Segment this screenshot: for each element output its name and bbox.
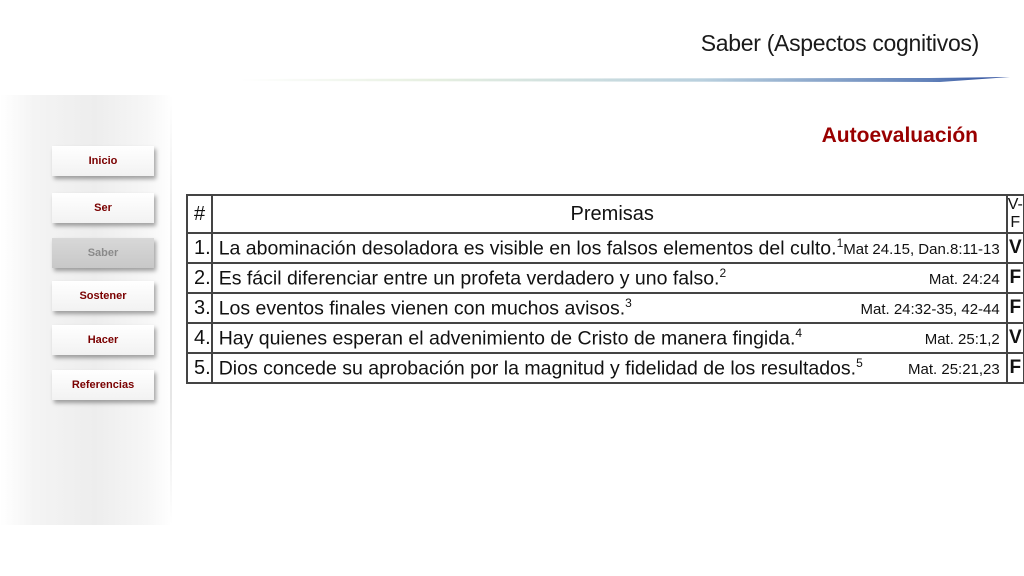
premise-cell bbox=[212, 263, 1007, 293]
column-header-number: # bbox=[187, 195, 212, 233]
sidebar-item-inicio[interactable] bbox=[52, 146, 154, 176]
table-row bbox=[187, 263, 1024, 293]
scripture-reference: Mat. 25:1,2 bbox=[924, 331, 1000, 349]
premise-cell bbox=[212, 353, 1007, 383]
sidebar-item-label: Sostener bbox=[79, 290, 127, 302]
premise-cell bbox=[212, 323, 1007, 353]
table-row bbox=[187, 353, 1024, 383]
column-header-true-false: V-F bbox=[1007, 196, 1023, 231]
premise-text: Hay quienes esperan el advenimiento de Cristo de manera fingida. bbox=[218, 327, 796, 350]
scripture-reference: Mat 24.15, Dan.8:11-13 bbox=[843, 241, 1000, 259]
sidebar-item-referencias[interactable] bbox=[52, 370, 154, 400]
row-number: 3. bbox=[187, 293, 212, 323]
footnote-marker: 3 bbox=[625, 295, 632, 310]
sidebar-item-label: Inicio bbox=[88, 155, 118, 167]
answer-cell: V bbox=[1007, 233, 1024, 263]
table-row bbox=[187, 293, 1024, 323]
sidebar-item-ser[interactable] bbox=[52, 193, 154, 223]
sidebar-item-label: Saber bbox=[87, 247, 119, 259]
premise-text: Los eventos finales vienen con muchos avisos. bbox=[218, 297, 626, 320]
column-header-premise: Premisas bbox=[212, 195, 1007, 233]
answer-cell: F bbox=[1007, 293, 1024, 323]
footnote-marker: 2 bbox=[719, 265, 727, 280]
table-row bbox=[187, 323, 1024, 353]
sidebar-item-label: Hacer bbox=[87, 334, 119, 346]
row-number: 5. bbox=[187, 353, 212, 383]
premise-cell bbox=[212, 293, 1007, 323]
title-divider bbox=[240, 76, 1010, 84]
row-number: 4. bbox=[187, 323, 212, 353]
scripture-reference: Mat. 24:24 bbox=[928, 271, 1000, 289]
premise-text: La abominación desoladora es visible en los falsos elementos del culto. bbox=[218, 237, 837, 260]
footnote-marker: 1 bbox=[836, 235, 844, 250]
answer-cell: V bbox=[1007, 323, 1024, 353]
footnote-marker: 4 bbox=[795, 325, 803, 340]
scripture-reference: Mat. 25:21,23 bbox=[908, 361, 1000, 379]
answer-cell: F bbox=[1007, 263, 1024, 293]
sidebar-item-sostener[interactable] bbox=[52, 281, 154, 311]
sidebar-item-label: Referencias bbox=[71, 379, 135, 391]
premise-text: Es fácil diferenciar entre un profeta verdadero y uno falso. bbox=[218, 267, 720, 290]
row-number: 1. bbox=[187, 233, 212, 263]
row-number: 2. bbox=[187, 263, 212, 293]
premises-table bbox=[186, 194, 1024, 384]
answer-cell: F bbox=[1007, 353, 1024, 383]
footnote-marker: 5 bbox=[856, 355, 863, 370]
sidebar-item-hacer[interactable] bbox=[52, 325, 154, 355]
sidebar-item-saber[interactable] bbox=[52, 238, 154, 268]
table-header-row bbox=[187, 195, 1024, 233]
section-title: Autoevaluación bbox=[821, 124, 978, 147]
table-row bbox=[187, 233, 1024, 263]
sidebar-item-label: Ser bbox=[94, 202, 112, 214]
premise-text: Dios concede su aprobación por la magnitud y fidelidad de los resultados. bbox=[218, 357, 857, 380]
scripture-reference: Mat. 24:32-35, 42-44 bbox=[860, 301, 1000, 319]
premise-cell bbox=[212, 233, 1007, 263]
page-title: Saber (Aspectos cognitivos) bbox=[700, 30, 979, 56]
